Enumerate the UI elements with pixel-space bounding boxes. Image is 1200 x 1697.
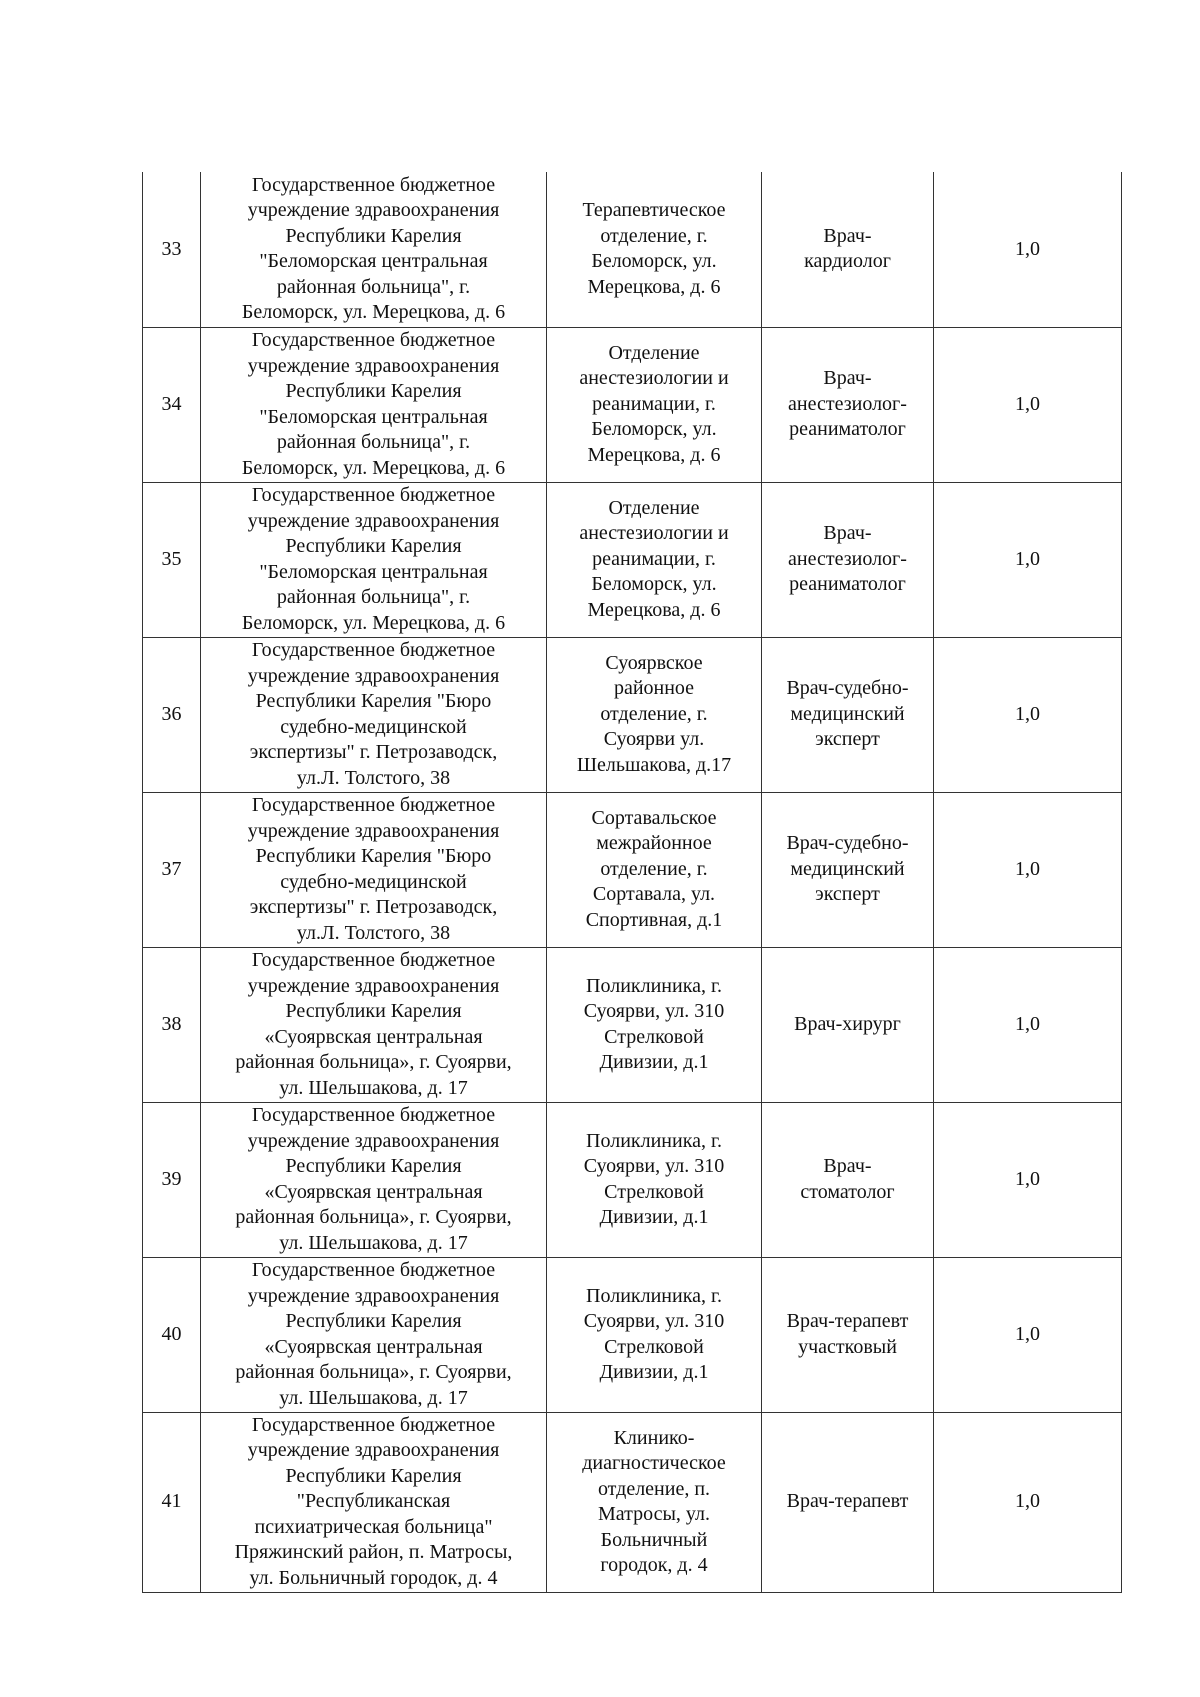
rate-cell: 1,0 [934, 1102, 1122, 1257]
row-number: 34 [143, 327, 201, 482]
department-cell: Поликлиника, г. Суоярви, ул. 310 Стрелковой Дивизии, д.1 [547, 1102, 762, 1257]
row-number: 33 [143, 172, 201, 327]
row-number: 41 [143, 1412, 201, 1592]
department-cell: Сортавальское межрайонное отделение, г. Сортавала, ул. Спортивная, д.1 [547, 792, 762, 947]
row-number: 37 [143, 792, 201, 947]
row-number: 35 [143, 482, 201, 637]
institution-cell: Государственное бюджетное учреждение здравоохранения Республики Карелия "Бюро судебно-медицинской экспертизы" г. Петрозаводск, ул.Л. Толстого, 38 [201, 637, 547, 792]
table-row [143, 1102, 1122, 1257]
table-row [143, 1257, 1122, 1412]
institution-cell: Государственное бюджетное учреждение здравоохранения Республики Карелия "Республиканская психиатрическая больница" Пряжинский район, п. Матросы, ул. Больничный городок, д. 4 [201, 1412, 547, 1592]
table-row [143, 327, 1122, 482]
table-row [143, 947, 1122, 1102]
institution-cell: Государственное бюджетное учреждение здравоохранения Республики Карелия "Бюро судебно-медицинской экспертизы" г. Петрозаводск, ул.Л. Толстого, 38 [201, 792, 547, 947]
department-cell: Поликлиника, г. Суоярви, ул. 310 Стрелковой Дивизии, д.1 [547, 947, 762, 1102]
department-cell: Поликлиника, г. Суоярви, ул. 310 Стрелковой Дивизии, д.1 [547, 1257, 762, 1412]
department-cell: Терапевтическое отделение, г. Беломорск, ул. Мерецкова, д. 6 [547, 172, 762, 327]
department-cell: Клинико- диагностическое отделение, п. Матросы, ул. Больничный городок, д. 4 [547, 1412, 762, 1592]
institution-cell: Государственное бюджетное учреждение здравоохранения Республики Карелия «Суоярвская центральная районная больница», г. Суоярви, ул. Шельшакова, д. 17 [201, 1102, 547, 1257]
row-number: 39 [143, 1102, 201, 1257]
institution-cell: Государственное бюджетное учреждение здравоохранения Республики Карелия "Беломорская центральная районная больница", г. Беломорск, ул. Мерецкова, д. 6 [201, 327, 547, 482]
rate-cell: 1,0 [934, 1412, 1122, 1592]
institution-cell: Государственное бюджетное учреждение здравоохранения Республики Карелия "Беломорская центральная районная больница", г. Беломорск, ул. Мерецкова, д. 6 [201, 482, 547, 637]
table-row [143, 637, 1122, 792]
rate-cell: 1,0 [934, 947, 1122, 1102]
position-cell: Врач-судебно- медицинский эксперт [762, 637, 934, 792]
department-cell: Отделение анестезиологии и реанимации, г. Беломорск, ул. Мерецкова, д. 6 [547, 327, 762, 482]
row-number: 36 [143, 637, 201, 792]
institution-cell: Государственное бюджетное учреждение здравоохранения Республики Карелия "Беломорская центральная районная больница", г. Беломорск, ул. Мерецкова, д. 6 [201, 172, 547, 327]
table-row [143, 172, 1122, 327]
rate-cell: 1,0 [934, 637, 1122, 792]
institution-cell: Государственное бюджетное учреждение здравоохранения Республики Карелия «Суоярвская центральная районная больница», г. Суоярви, ул. Шельшакова, д. 17 [201, 1257, 547, 1412]
position-cell: Врач-судебно- медицинский эксперт [762, 792, 934, 947]
department-cell: Суоярвское районное отделение, г. Суоярви ул. Шельшакова, д.17 [547, 637, 762, 792]
row-number: 38 [143, 947, 201, 1102]
rate-cell: 1,0 [934, 482, 1122, 637]
rate-cell: 1,0 [934, 327, 1122, 482]
table-row [143, 482, 1122, 637]
rate-cell: 1,0 [934, 1257, 1122, 1412]
institution-cell: Государственное бюджетное учреждение здравоохранения Республики Карелия «Суоярвская центральная районная больница», г. Суоярви, ул. Шельшакова, д. 17 [201, 947, 547, 1102]
rate-cell: 1,0 [934, 172, 1122, 327]
position-cell: Врач- стоматолог [762, 1102, 934, 1257]
position-cell: Врач- анестезиолог- реаниматолог [762, 482, 934, 637]
position-cell: Врач- анестезиолог- реаниматолог [762, 327, 934, 482]
position-cell: Врач-терапевт участковый [762, 1257, 934, 1412]
vacancy-table [142, 172, 1122, 1593]
table-row [143, 1412, 1122, 1592]
table-row [143, 792, 1122, 947]
position-cell: Врач- кардиолог [762, 172, 934, 327]
position-cell: Врач-терапевт [762, 1412, 934, 1592]
row-number: 40 [143, 1257, 201, 1412]
position-cell: Врач-хирург [762, 947, 934, 1102]
department-cell: Отделение анестезиологии и реанимации, г. Беломорск, ул. Мерецкова, д. 6 [547, 482, 762, 637]
rate-cell: 1,0 [934, 792, 1122, 947]
